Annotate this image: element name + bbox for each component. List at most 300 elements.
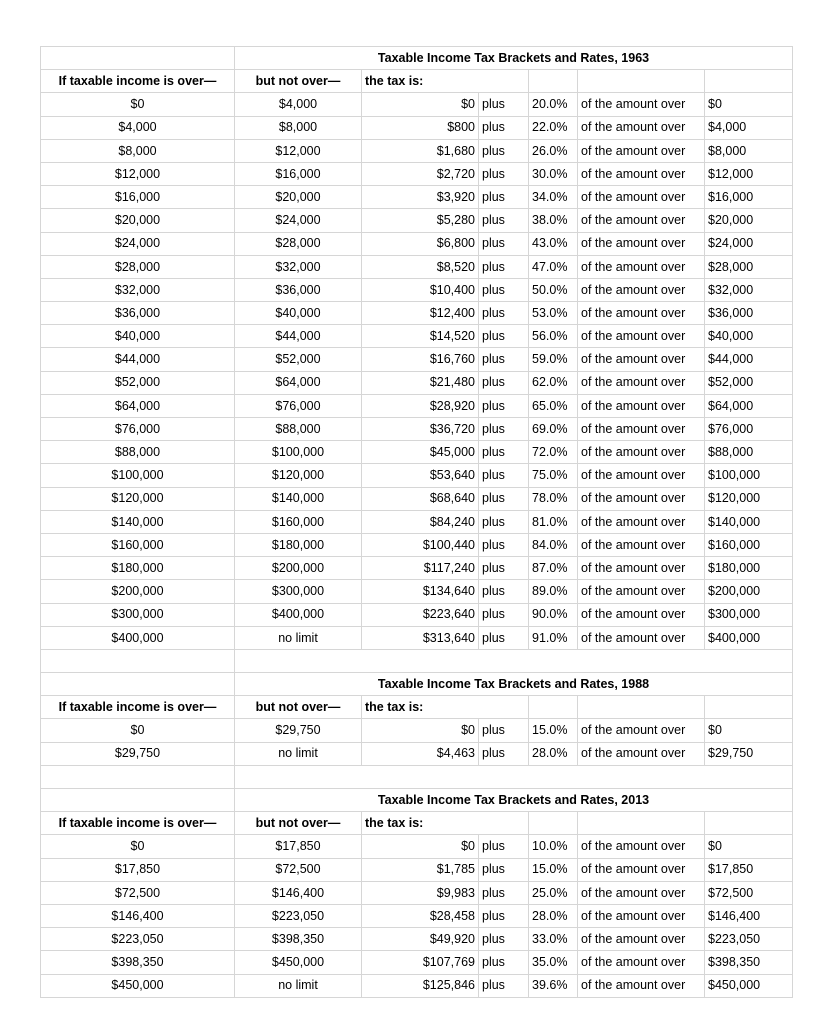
bracket-not-over-cell: $29,750 [235, 719, 362, 742]
bracket-not-over-cell: $76,000 [235, 394, 362, 417]
plus-cell: plus [479, 858, 529, 881]
threshold-cell: $4,000 [705, 116, 793, 139]
threshold-cell: $8,000 [705, 139, 793, 162]
bracket-over-cell: $146,400 [41, 904, 235, 927]
rate-cell: 62.0% [529, 371, 578, 394]
plus-cell: plus [479, 186, 529, 209]
amount-over-label-cell: of the amount over [578, 719, 705, 742]
table-row [41, 835, 793, 858]
threshold-cell: $160,000 [705, 533, 793, 556]
tax-bracket-grid [40, 46, 793, 998]
plus-cell: plus [479, 162, 529, 185]
column-header-row [41, 812, 793, 835]
plus-cell: plus [479, 928, 529, 951]
table-row [41, 209, 793, 232]
plus-cell: plus [479, 371, 529, 394]
bracket-not-over-cell: $180,000 [235, 533, 362, 556]
bracket-over-cell: $100,000 [41, 464, 235, 487]
bracket-not-over-cell: $398,350 [235, 928, 362, 951]
bracket-over-cell: $200,000 [41, 580, 235, 603]
base-tax-cell: $313,640 [362, 626, 479, 649]
table-row [41, 348, 793, 371]
table-row [41, 278, 793, 301]
bracket-over-cell: $450,000 [41, 974, 235, 997]
bracket-over-cell: $8,000 [41, 139, 235, 162]
table-row [41, 186, 793, 209]
header-over: If taxable income is over— [41, 70, 235, 93]
spacer-cell [235, 649, 793, 672]
bracket-over-cell: $29,750 [41, 742, 235, 765]
amount-over-label-cell: of the amount over [578, 510, 705, 533]
amount-over-label-cell: of the amount over [578, 93, 705, 116]
threshold-cell: $146,400 [705, 904, 793, 927]
rate-cell: 28.0% [529, 742, 578, 765]
threshold-cell: $40,000 [705, 325, 793, 348]
plus-cell: plus [479, 557, 529, 580]
table-row [41, 302, 793, 325]
bracket-over-cell: $24,000 [41, 232, 235, 255]
amount-over-label-cell: of the amount over [578, 858, 705, 881]
amount-over-label-cell: of the amount over [578, 348, 705, 371]
threshold-cell: $398,350 [705, 951, 793, 974]
amount-over-label-cell: of the amount over [578, 603, 705, 626]
title-spacer-cell [41, 789, 235, 812]
base-tax-cell: $100,440 [362, 533, 479, 556]
table-row [41, 858, 793, 881]
plus-cell: plus [479, 116, 529, 139]
header-empty-cell [578, 70, 705, 93]
rate-cell: 39.6% [529, 974, 578, 997]
base-tax-cell: $36,720 [362, 418, 479, 441]
amount-over-label-cell: of the amount over [578, 951, 705, 974]
bracket-not-over-cell: $40,000 [235, 302, 362, 325]
table-row [41, 881, 793, 904]
bracket-not-over-cell: $120,000 [235, 464, 362, 487]
tax-bracket-sheet [40, 46, 792, 998]
plus-cell: plus [479, 603, 529, 626]
amount-over-label-cell: of the amount over [578, 557, 705, 580]
threshold-cell: $0 [705, 93, 793, 116]
threshold-cell: $180,000 [705, 557, 793, 580]
amount-over-label-cell: of the amount over [578, 371, 705, 394]
amount-over-label-cell: of the amount over [578, 418, 705, 441]
table-row [41, 418, 793, 441]
header-empty-cell [529, 70, 578, 93]
amount-over-label-cell: of the amount over [578, 209, 705, 232]
plus-cell: plus [479, 232, 529, 255]
bracket-over-cell: $36,000 [41, 302, 235, 325]
plus-cell: plus [479, 418, 529, 441]
section-spacer-row [41, 765, 793, 788]
plus-cell: plus [479, 510, 529, 533]
plus-cell: plus [479, 278, 529, 301]
rate-cell: 84.0% [529, 533, 578, 556]
bracket-over-cell: $140,000 [41, 510, 235, 533]
header-over: If taxable income is over— [41, 812, 235, 835]
rate-cell: 59.0% [529, 348, 578, 371]
amount-over-label-cell: of the amount over [578, 464, 705, 487]
plus-cell: plus [479, 881, 529, 904]
bracket-not-over-cell: no limit [235, 974, 362, 997]
bracket-over-cell: $52,000 [41, 371, 235, 394]
table-row [41, 928, 793, 951]
rate-cell: 25.0% [529, 881, 578, 904]
rate-cell: 72.0% [529, 441, 578, 464]
amount-over-label-cell: of the amount over [578, 835, 705, 858]
rate-cell: 10.0% [529, 835, 578, 858]
amount-over-label-cell: of the amount over [578, 928, 705, 951]
table-row [41, 464, 793, 487]
plus-cell: plus [479, 626, 529, 649]
base-tax-cell: $1,680 [362, 139, 479, 162]
bracket-not-over-cell: $24,000 [235, 209, 362, 232]
amount-over-label-cell: of the amount over [578, 162, 705, 185]
base-tax-cell: $68,640 [362, 487, 479, 510]
threshold-cell: $28,000 [705, 255, 793, 278]
plus-cell: plus [479, 348, 529, 371]
bracket-not-over-cell: $450,000 [235, 951, 362, 974]
table-title-row [41, 789, 793, 812]
rate-cell: 56.0% [529, 325, 578, 348]
bracket-over-cell: $28,000 [41, 255, 235, 278]
threshold-cell: $100,000 [705, 464, 793, 487]
rate-cell: 53.0% [529, 302, 578, 325]
bracket-not-over-cell: no limit [235, 742, 362, 765]
threshold-cell: $32,000 [705, 278, 793, 301]
bracket-not-over-cell: $17,850 [235, 835, 362, 858]
table-row [41, 441, 793, 464]
amount-over-label-cell: of the amount over [578, 441, 705, 464]
bracket-over-cell: $12,000 [41, 162, 235, 185]
bracket-over-cell: $180,000 [41, 557, 235, 580]
threshold-cell: $400,000 [705, 626, 793, 649]
base-tax-cell: $1,785 [362, 858, 479, 881]
table-row [41, 325, 793, 348]
bracket-not-over-cell: $52,000 [235, 348, 362, 371]
rate-cell: 78.0% [529, 487, 578, 510]
plus-cell: plus [479, 209, 529, 232]
amount-over-label-cell: of the amount over [578, 394, 705, 417]
header-not-over: but not over— [235, 70, 362, 93]
spacer-cell [41, 649, 235, 672]
table-row [41, 93, 793, 116]
bracket-not-over-cell: $16,000 [235, 162, 362, 185]
plus-cell: plus [479, 255, 529, 278]
rate-cell: 33.0% [529, 928, 578, 951]
base-tax-cell: $4,463 [362, 742, 479, 765]
rate-cell: 30.0% [529, 162, 578, 185]
header-empty-cell [705, 696, 793, 719]
amount-over-label-cell: of the amount over [578, 278, 705, 301]
base-tax-cell: $14,520 [362, 325, 479, 348]
threshold-cell: $52,000 [705, 371, 793, 394]
table-row [41, 580, 793, 603]
threshold-cell: $24,000 [705, 232, 793, 255]
bracket-over-cell: $20,000 [41, 209, 235, 232]
title-spacer-cell [41, 47, 235, 70]
rate-cell: 38.0% [529, 209, 578, 232]
bracket-over-cell: $4,000 [41, 116, 235, 139]
rate-cell: 34.0% [529, 186, 578, 209]
header-not-over: but not over— [235, 812, 362, 835]
amount-over-label-cell: of the amount over [578, 626, 705, 649]
threshold-cell: $450,000 [705, 974, 793, 997]
rate-cell: 81.0% [529, 510, 578, 533]
bracket-not-over-cell: $32,000 [235, 255, 362, 278]
threshold-cell: $29,750 [705, 742, 793, 765]
amount-over-label-cell: of the amount over [578, 742, 705, 765]
bracket-not-over-cell: $88,000 [235, 418, 362, 441]
header-empty-cell [578, 696, 705, 719]
header-tax-is: the tax is: [362, 812, 529, 835]
bracket-over-cell: $72,500 [41, 881, 235, 904]
base-tax-cell: $9,983 [362, 881, 479, 904]
bracket-over-cell: $44,000 [41, 348, 235, 371]
table-row [41, 603, 793, 626]
plus-cell: plus [479, 93, 529, 116]
title-spacer-cell [41, 673, 235, 696]
base-tax-cell: $0 [362, 835, 479, 858]
header-empty-cell [705, 70, 793, 93]
base-tax-cell: $84,240 [362, 510, 479, 533]
bracket-over-cell: $400,000 [41, 626, 235, 649]
bracket-not-over-cell: $44,000 [235, 325, 362, 348]
threshold-cell: $300,000 [705, 603, 793, 626]
bracket-not-over-cell: $400,000 [235, 603, 362, 626]
bracket-not-over-cell: $36,000 [235, 278, 362, 301]
base-tax-cell: $28,458 [362, 904, 479, 927]
rate-cell: 22.0% [529, 116, 578, 139]
bracket-not-over-cell: $72,500 [235, 858, 362, 881]
base-tax-cell: $6,800 [362, 232, 479, 255]
bracket-not-over-cell: $223,050 [235, 904, 362, 927]
threshold-cell: $17,850 [705, 858, 793, 881]
plus-cell: plus [479, 464, 529, 487]
bracket-not-over-cell: $146,400 [235, 881, 362, 904]
table-row [41, 904, 793, 927]
bracket-over-cell: $300,000 [41, 603, 235, 626]
bracket-not-over-cell: $20,000 [235, 186, 362, 209]
rate-cell: 28.0% [529, 904, 578, 927]
amount-over-label-cell: of the amount over [578, 974, 705, 997]
threshold-cell: $16,000 [705, 186, 793, 209]
threshold-cell: $20,000 [705, 209, 793, 232]
plus-cell: plus [479, 325, 529, 348]
amount-over-label-cell: of the amount over [578, 325, 705, 348]
spacer-cell [41, 765, 235, 788]
bracket-over-cell: $0 [41, 719, 235, 742]
table-row [41, 742, 793, 765]
threshold-cell: $76,000 [705, 418, 793, 441]
header-empty-cell [578, 812, 705, 835]
base-tax-cell: $2,720 [362, 162, 479, 185]
table-title: Taxable Income Tax Brackets and Rates, 1963 [235, 47, 793, 70]
table-row [41, 116, 793, 139]
rate-cell: 20.0% [529, 93, 578, 116]
threshold-cell: $12,000 [705, 162, 793, 185]
table-row [41, 394, 793, 417]
bracket-over-cell: $0 [41, 835, 235, 858]
rate-cell: 15.0% [529, 719, 578, 742]
header-empty-cell [529, 812, 578, 835]
bracket-not-over-cell: $64,000 [235, 371, 362, 394]
threshold-cell: $44,000 [705, 348, 793, 371]
section-spacer-row [41, 649, 793, 672]
bracket-not-over-cell: $28,000 [235, 232, 362, 255]
rate-cell: 47.0% [529, 255, 578, 278]
plus-cell: plus [479, 441, 529, 464]
rate-cell: 35.0% [529, 951, 578, 974]
amount-over-label-cell: of the amount over [578, 139, 705, 162]
base-tax-cell: $117,240 [362, 557, 479, 580]
threshold-cell: $0 [705, 719, 793, 742]
header-tax-is: the tax is: [362, 696, 529, 719]
bracket-over-cell: $120,000 [41, 487, 235, 510]
threshold-cell: $64,000 [705, 394, 793, 417]
plus-cell: plus [479, 742, 529, 765]
plus-cell: plus [479, 394, 529, 417]
bracket-over-cell: $16,000 [41, 186, 235, 209]
plus-cell: plus [479, 533, 529, 556]
rate-cell: 15.0% [529, 858, 578, 881]
bracket-over-cell: $40,000 [41, 325, 235, 348]
plus-cell: plus [479, 951, 529, 974]
bracket-not-over-cell: $200,000 [235, 557, 362, 580]
base-tax-cell: $0 [362, 93, 479, 116]
threshold-cell: $88,000 [705, 441, 793, 464]
header-tax-is: the tax is: [362, 70, 529, 93]
base-tax-cell: $5,280 [362, 209, 479, 232]
bracket-over-cell: $160,000 [41, 533, 235, 556]
bracket-not-over-cell: $300,000 [235, 580, 362, 603]
table-title: Taxable Income Tax Brackets and Rates, 1988 [235, 673, 793, 696]
table-row [41, 951, 793, 974]
table-row [41, 533, 793, 556]
table-row [41, 719, 793, 742]
bracket-not-over-cell: $100,000 [235, 441, 362, 464]
amount-over-label-cell: of the amount over [578, 255, 705, 278]
plus-cell: plus [479, 139, 529, 162]
base-tax-cell: $53,640 [362, 464, 479, 487]
plus-cell: plus [479, 487, 529, 510]
bracket-over-cell: $64,000 [41, 394, 235, 417]
threshold-cell: $140,000 [705, 510, 793, 533]
base-tax-cell: $10,400 [362, 278, 479, 301]
rate-cell: 43.0% [529, 232, 578, 255]
table-row [41, 974, 793, 997]
bracket-not-over-cell: $140,000 [235, 487, 362, 510]
threshold-cell: $223,050 [705, 928, 793, 951]
column-header-row [41, 696, 793, 719]
table-row [41, 139, 793, 162]
table-row [41, 232, 793, 255]
amount-over-label-cell: of the amount over [578, 302, 705, 325]
amount-over-label-cell: of the amount over [578, 487, 705, 510]
amount-over-label-cell: of the amount over [578, 881, 705, 904]
header-empty-cell [705, 812, 793, 835]
base-tax-cell: $134,640 [362, 580, 479, 603]
table-title-row [41, 673, 793, 696]
header-empty-cell [529, 696, 578, 719]
rate-cell: 89.0% [529, 580, 578, 603]
threshold-cell: $200,000 [705, 580, 793, 603]
amount-over-label-cell: of the amount over [578, 186, 705, 209]
bracket-not-over-cell: $8,000 [235, 116, 362, 139]
table-title: Taxable Income Tax Brackets and Rates, 2013 [235, 789, 793, 812]
base-tax-cell: $12,400 [362, 302, 479, 325]
bracket-not-over-cell: no limit [235, 626, 362, 649]
amount-over-label-cell: of the amount over [578, 232, 705, 255]
rate-cell: 65.0% [529, 394, 578, 417]
base-tax-cell: $125,846 [362, 974, 479, 997]
bracket-not-over-cell: $12,000 [235, 139, 362, 162]
base-tax-cell: $16,760 [362, 348, 479, 371]
bracket-over-cell: $223,050 [41, 928, 235, 951]
spacer-cell [235, 765, 793, 788]
base-tax-cell: $49,920 [362, 928, 479, 951]
table-title-row [41, 47, 793, 70]
amount-over-label-cell: of the amount over [578, 116, 705, 139]
table-row [41, 510, 793, 533]
bracket-not-over-cell: $4,000 [235, 93, 362, 116]
bracket-over-cell: $88,000 [41, 441, 235, 464]
base-tax-cell: $800 [362, 116, 479, 139]
column-header-row [41, 70, 793, 93]
plus-cell: plus [479, 974, 529, 997]
base-tax-cell: $0 [362, 719, 479, 742]
bracket-over-cell: $32,000 [41, 278, 235, 301]
base-tax-cell: $21,480 [362, 371, 479, 394]
table-row [41, 255, 793, 278]
threshold-cell: $0 [705, 835, 793, 858]
header-not-over: but not over— [235, 696, 362, 719]
table-row [41, 626, 793, 649]
table-row [41, 487, 793, 510]
threshold-cell: $72,500 [705, 881, 793, 904]
threshold-cell: $120,000 [705, 487, 793, 510]
rate-cell: 26.0% [529, 139, 578, 162]
bracket-over-cell: $398,350 [41, 951, 235, 974]
bracket-over-cell: $0 [41, 93, 235, 116]
plus-cell: plus [479, 835, 529, 858]
table-row [41, 557, 793, 580]
header-over: If taxable income is over— [41, 696, 235, 719]
rate-cell: 69.0% [529, 418, 578, 441]
amount-over-label-cell: of the amount over [578, 904, 705, 927]
base-tax-cell: $107,769 [362, 951, 479, 974]
bracket-not-over-cell: $160,000 [235, 510, 362, 533]
rate-cell: 75.0% [529, 464, 578, 487]
plus-cell: plus [479, 580, 529, 603]
bracket-over-cell: $17,850 [41, 858, 235, 881]
base-tax-cell: $8,520 [362, 255, 479, 278]
base-tax-cell: $223,640 [362, 603, 479, 626]
base-tax-cell: $3,920 [362, 186, 479, 209]
rate-cell: 50.0% [529, 278, 578, 301]
table-row [41, 371, 793, 394]
plus-cell: plus [479, 719, 529, 742]
threshold-cell: $36,000 [705, 302, 793, 325]
base-tax-cell: $45,000 [362, 441, 479, 464]
bracket-over-cell: $76,000 [41, 418, 235, 441]
amount-over-label-cell: of the amount over [578, 533, 705, 556]
plus-cell: plus [479, 302, 529, 325]
rate-cell: 87.0% [529, 557, 578, 580]
table-row [41, 162, 793, 185]
plus-cell: plus [479, 904, 529, 927]
rate-cell: 90.0% [529, 603, 578, 626]
rate-cell: 91.0% [529, 626, 578, 649]
